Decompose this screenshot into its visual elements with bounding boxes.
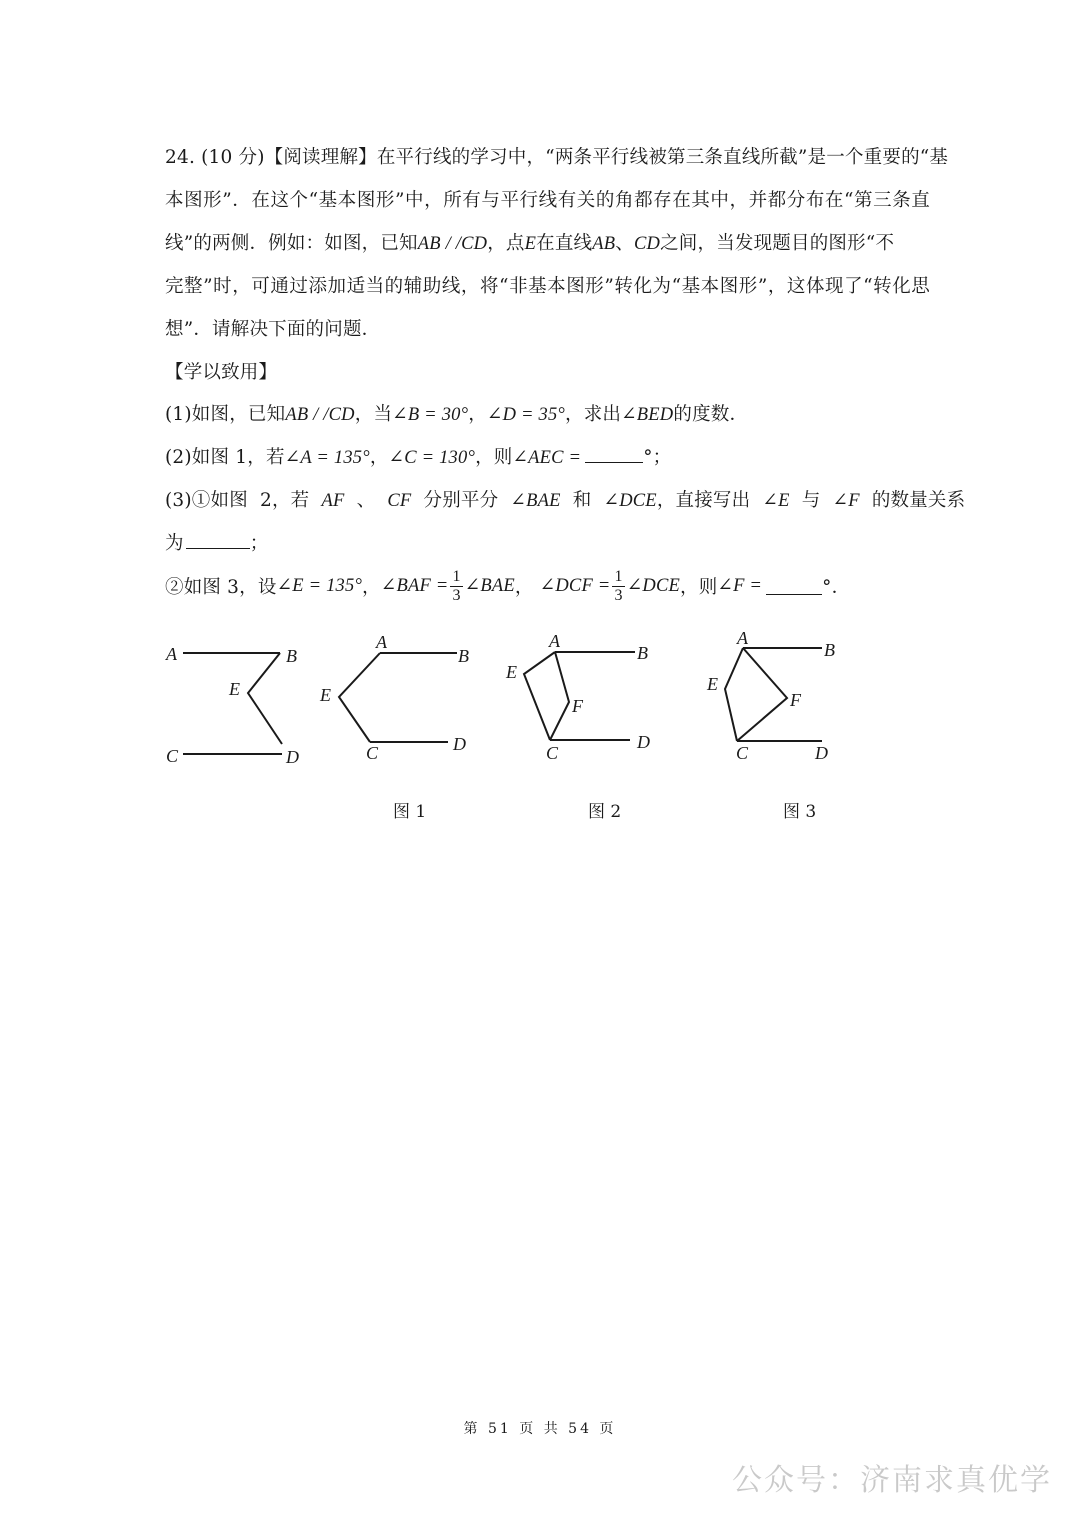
math-expr: ∠BED	[621, 405, 674, 425]
fraction-denominator: 3	[614, 586, 623, 604]
problem-text: 之间，当发现题目的图形“不	[660, 233, 895, 254]
q-text: °；	[643, 447, 672, 468]
q-text: ，则	[475, 447, 513, 468]
math-ab: AB	[417, 234, 441, 254]
problem-text: 线”的两侧．例如：如图，已知	[165, 233, 418, 254]
math-expr: AF	[321, 491, 345, 511]
math-expr: ∠DCF =	[539, 576, 611, 596]
q-text: ；	[249, 533, 269, 554]
label-d: D	[453, 734, 466, 754]
q-text: °．	[822, 577, 851, 598]
question-3-1-answer	[165, 529, 930, 555]
figure-1	[339, 653, 457, 742]
answer-blank[interactable]	[766, 578, 822, 595]
math-cd: CD	[461, 234, 488, 254]
fraction-denominator: 3	[452, 586, 461, 604]
math-expr: ∠E = 135°	[276, 576, 363, 596]
label-e: E	[320, 685, 331, 705]
q-text: ，当	[354, 404, 393, 425]
caption-figure-1: 图 1	[393, 802, 427, 822]
label-a: A	[549, 631, 560, 651]
math-expr: ∠BAF =	[380, 576, 449, 596]
label-b: B	[637, 643, 648, 663]
math-parallel: / /	[440, 234, 462, 254]
label-b: B	[824, 640, 835, 660]
q-text: ，则	[680, 577, 718, 598]
label-c: C	[166, 746, 179, 766]
caption-figure-3: 图 3	[783, 802, 817, 822]
q-text: 的度数．	[673, 404, 749, 425]
polyline-afc	[737, 648, 787, 741]
problem-text: 、	[615, 233, 634, 254]
answer-blank[interactable]	[186, 532, 250, 549]
section-title: 【学以致用】	[165, 362, 278, 383]
polyline-aec	[725, 648, 743, 741]
label-d: D	[637, 732, 650, 752]
watermark: 公众号：济南求真优学	[732, 1463, 1052, 1498]
q-text: (2)如图 1，若	[165, 447, 285, 468]
q-text: ，	[468, 404, 487, 425]
question-3-2	[165, 566, 930, 606]
math-expr: CF	[387, 491, 412, 511]
question-1	[165, 400, 930, 426]
q-text: (3)①如图 2，若	[165, 490, 310, 511]
fraction-one-third	[612, 568, 624, 605]
math-expr: AB / /CD	[285, 405, 355, 425]
math-expr: ∠AEC =	[512, 448, 582, 468]
question-2	[165, 443, 930, 469]
math-expr: ∠E	[762, 491, 790, 511]
math-expr: ∠BAE	[510, 491, 561, 511]
problem-text: 本图形”．在这个“基本图形”中，所有与平行线有关的角都存在其中，并都分布在“第三条直	[165, 190, 930, 211]
math-expr: ∠D = 35°	[486, 405, 565, 425]
math-e: E	[524, 234, 537, 254]
polyline-afc	[550, 652, 569, 740]
q-text: 分别平分	[423, 490, 499, 511]
label-a: A	[166, 644, 177, 664]
label-b: B	[458, 646, 469, 666]
problem-text: ，点	[487, 233, 525, 254]
label-b: B	[286, 646, 297, 666]
fraction-numerator: 1	[614, 567, 623, 585]
figure-example	[183, 653, 282, 754]
answer-blank[interactable]	[585, 446, 643, 463]
polyline-aec	[339, 653, 380, 742]
label-e: E	[506, 662, 517, 682]
problem-line-1	[165, 143, 949, 169]
fraction-one-third	[450, 568, 462, 605]
q-text: ，	[362, 577, 381, 598]
label-f: F	[572, 696, 583, 716]
problem-line-4	[165, 272, 930, 298]
polyline-aec	[524, 652, 555, 740]
q-text: (1)如图，已知	[165, 404, 286, 425]
q-text: 与	[801, 490, 821, 511]
math-expr: ∠B = 30°	[392, 405, 469, 425]
caption-figure-2: 图 2	[588, 802, 622, 822]
q-text: 为	[165, 533, 184, 554]
label-d: D	[815, 743, 828, 763]
label-c: C	[366, 743, 379, 763]
page-footer: 第 51 页 共 54 页	[463, 1421, 617, 1437]
problem-line-2	[165, 186, 930, 212]
fraction-numerator: 1	[452, 567, 461, 585]
problem-line-3	[165, 229, 930, 255]
math-cd: CD	[633, 234, 661, 254]
q-text: 和	[572, 490, 592, 511]
math-expr: ∠F	[832, 491, 860, 511]
math-expr: ∠F =	[717, 576, 763, 596]
q-text: ，求出	[565, 404, 622, 425]
problem-text: 想”．请解决下面的问题．	[165, 319, 381, 340]
polyline-bed	[248, 653, 282, 744]
problem-text: 在直线	[536, 233, 593, 254]
label-a: A	[737, 628, 748, 648]
q-text: ，	[514, 577, 534, 598]
math-expr: ∠DCE	[626, 576, 680, 596]
math-expr: ∠A = 135°	[284, 448, 370, 468]
question-3-1	[165, 486, 966, 512]
q-text: 的数量关系	[871, 490, 966, 511]
q-text: ②如图 3，设	[165, 577, 277, 598]
q-text: ，直接写出	[656, 490, 751, 511]
problem-head: 24. (10 分)【阅读理解】在平行线的学习中，“两条平行线被第三条直线所截”是一个重要的“基	[165, 147, 949, 168]
label-d: D	[286, 747, 299, 767]
q-text: ，	[369, 447, 389, 468]
q-text: 、	[356, 490, 376, 511]
label-e: E	[229, 679, 240, 699]
math-expr: ∠C = 130°	[388, 448, 476, 468]
label-f: F	[790, 690, 801, 710]
figure-3	[725, 648, 822, 741]
problem-line-5	[165, 315, 930, 341]
label-e: E	[707, 674, 718, 694]
figure-2	[524, 652, 635, 740]
math-ab: AB	[592, 234, 616, 254]
label-a: A	[376, 632, 387, 652]
label-c: C	[546, 743, 559, 763]
label-c: C	[736, 743, 749, 763]
math-expr: ∠BAE	[464, 576, 515, 596]
problem-text: 完整”时，可通过添加适当的辅助线，将“非基本图形”转化为“基本图形”，这体现了“转化思	[165, 276, 930, 297]
math-expr: ∠DCE	[603, 491, 657, 511]
section-heading	[165, 358, 930, 384]
